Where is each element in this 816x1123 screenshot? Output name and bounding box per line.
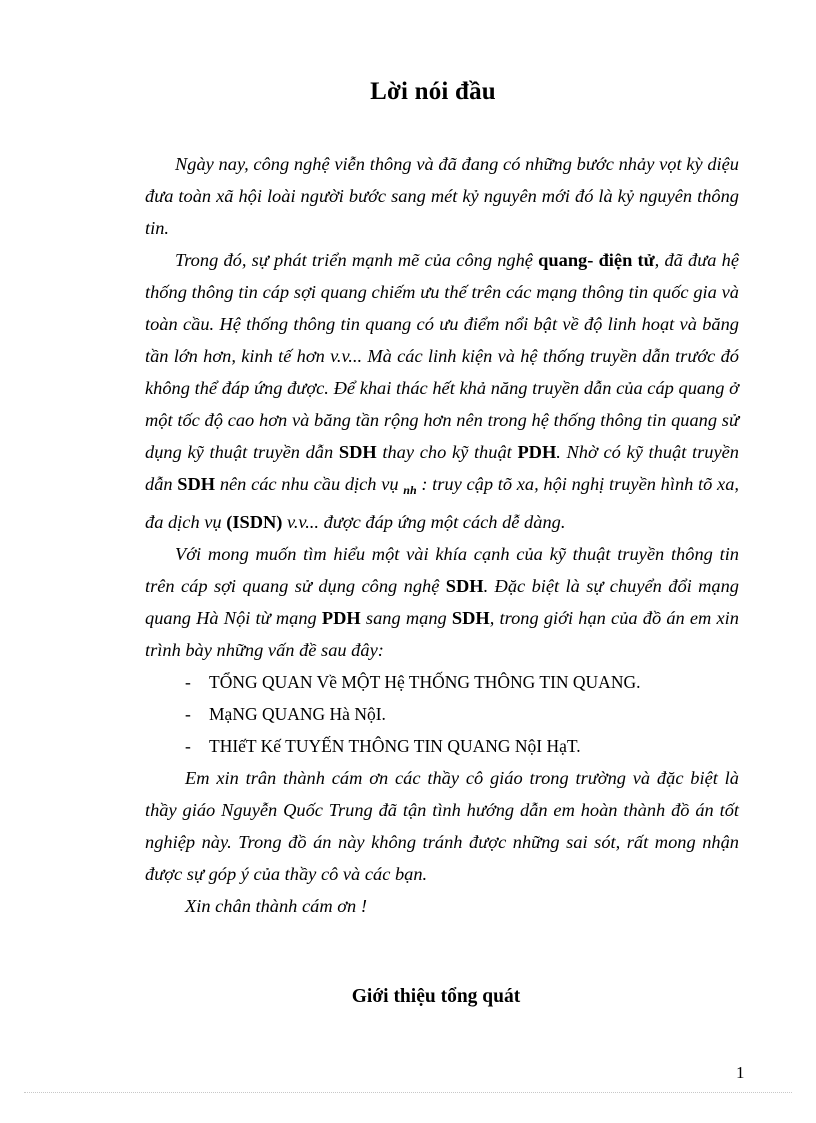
paragraph-thanks: Em xin trân thành cám ơn các thầy cô giáo trong trường và đặc biệt là thầy giáo Nguyễn Quốc Trung đã tận tình hướng dẫn em hoàn thành đồ án tốt nghiệp này. Trong đồ án này không tránh được những sai sót, rất mong nhận được sự góp ý của thầy cô và các bạn. [145,768,739,884]
paragraph-closing: Xin chân thành cám ơn ! [185,896,367,916]
list-dash: - [185,672,191,692]
text-run: : truy cập tõ xa, hội nghị truyền hình tõ xa, đa dịch vụ [145,474,740,532]
bold-term: (ISDN) [226,512,283,532]
text-run: . Đặc biệt là sự chuyển đổi mạng quang Hà Nội từ mạng [145,576,739,628]
bold-term: PDH [517,442,557,462]
text-run: nên các nhu cầu dịch vụ [215,474,404,494]
list-dash: - [185,704,191,724]
text-run: , trong giới hạn của đồ án em xin trình bày những vấn đề sau đây: [145,608,739,660]
bold-term: SDH [451,608,490,628]
page-title: Lời nói đầu [370,78,496,105]
page-number: 1 [736,1063,745,1082]
list-item [145,730,739,762]
paragraph-intro: Ngày nay, công nghệ viễn thông và đã đang có những bước nhảy vọt kỳ diệu đưa toàn xã hội loài người bước sang mét kỷ nguyên mới đó là kỷ nguyên thông tin. [145,154,739,238]
document-body [145,148,739,922]
list-item [145,666,739,698]
text-run: . Nhờ có kỹ thuật truyền dẫn [145,442,739,494]
list-item-text: MạNG QUANG Hà NộI. [209,704,386,724]
list-item-text: THIếT Kế TUYẾN THÔNG TIN QUANG NộI HạT. [209,736,581,756]
text-run: Trong đó, sự phát triển mạnh mẽ của công nghệ [175,250,539,270]
bold-term: quang- điện tử [538,250,655,270]
text-run: sang mạng [360,608,452,628]
subscript-term: nh [403,483,417,497]
text-run: thay cho kỹ thuật [376,442,518,462]
footer-divider [24,1092,792,1093]
list-item-text: TỔNG QUAN Về MỘT Hệ THỐNG THÔNG TIN QUANG. [209,672,641,692]
text-run: v.v... được đáp ứng một cách dễ dàng. [282,512,566,532]
list-item [145,698,739,730]
text-run: , đã đưa hệ thống thông tin cáp sợi quang chiếm ưu thế trên các mạng thông tin quốc gia và toàn cầu. Hệ thống thông tin quang có ưu điểm nổi bật về độ linh hoạt và băng tần lớn hơn, kinh tế hơn v.v... Mà các linh kiện và hệ thống truyền dẫn trước đó không thể đáp ứng được. Để khai thác hết khả năng truyền dẫn của cáp quang ở một tốc độ cao hơn và băng tần rộng hơn nên trong hệ thống thông tin quang sử dụng kỹ thuật truyền dẫn [145,250,740,462]
section-heading: Giới thiệu tổng quát [351,986,521,1007]
paragraph-scope [145,538,739,666]
topics-list [145,666,739,762]
list-dash: - [185,736,191,756]
bold-term: SDH [338,442,377,462]
bold-term: PDH [321,608,361,628]
paragraph-technology [145,244,739,538]
bold-term: SDH [177,474,216,494]
bold-term: SDH [445,576,484,596]
text-run: Với mong muốn tìm hiểu một vài khía cạnh của kỹ thuật truyền thông tin trên cáp sợi quang sử dụng công nghệ [145,544,739,596]
